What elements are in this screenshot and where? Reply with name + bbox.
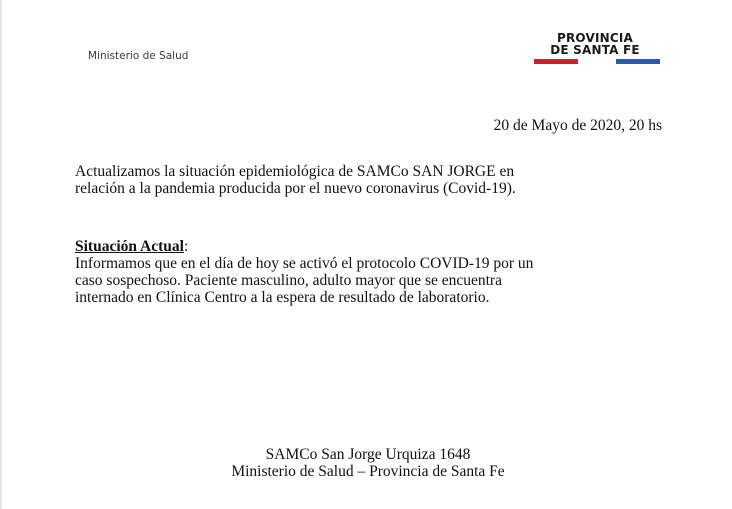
ministry-label: Ministerio de Salud [88,50,189,62]
situation-heading-colon: : [183,238,189,255]
situation-section [75,238,675,306]
situation-line-2: caso sospechoso. Paciente masculino, adulto mayor que se encuentra [75,272,502,289]
logo-line-1: PROVINCIA [556,31,634,45]
logo-red-bar [534,59,578,64]
provincia-santa-fe-logo [528,32,662,65]
footer-line-2: Ministerio de Salud – Provincia de Santa Fe [231,463,505,480]
situation-heading-line [75,238,675,255]
document-footer [2,446,732,480]
document-date: 20 de Mayo de 2020, 20 hs [493,117,662,134]
situation-line-1: Informamos que en el día de hoy se activó el protocolo COVID-19 por un [75,255,534,272]
intro-line-1: Actualizamos la situación epidemiológica de SAMCo SAN JORGE en [75,163,515,180]
logo-blue-bar [616,59,660,64]
intro-line-2: relación a la pandemia producida por el nuevo coronavirus (Covid-19). [75,180,516,197]
logo-line-2: DE SANTA FE [550,43,640,57]
situation-line-3: internado en Clínica Centro a la espera de resultado de laboratorio. [75,289,490,306]
logo-bars [528,59,662,65]
footer-line-1: SAMCo San Jorge Urquiza 1648 [265,446,471,463]
intro-paragraph [75,163,675,197]
situation-heading: Situación Actual [75,238,184,255]
